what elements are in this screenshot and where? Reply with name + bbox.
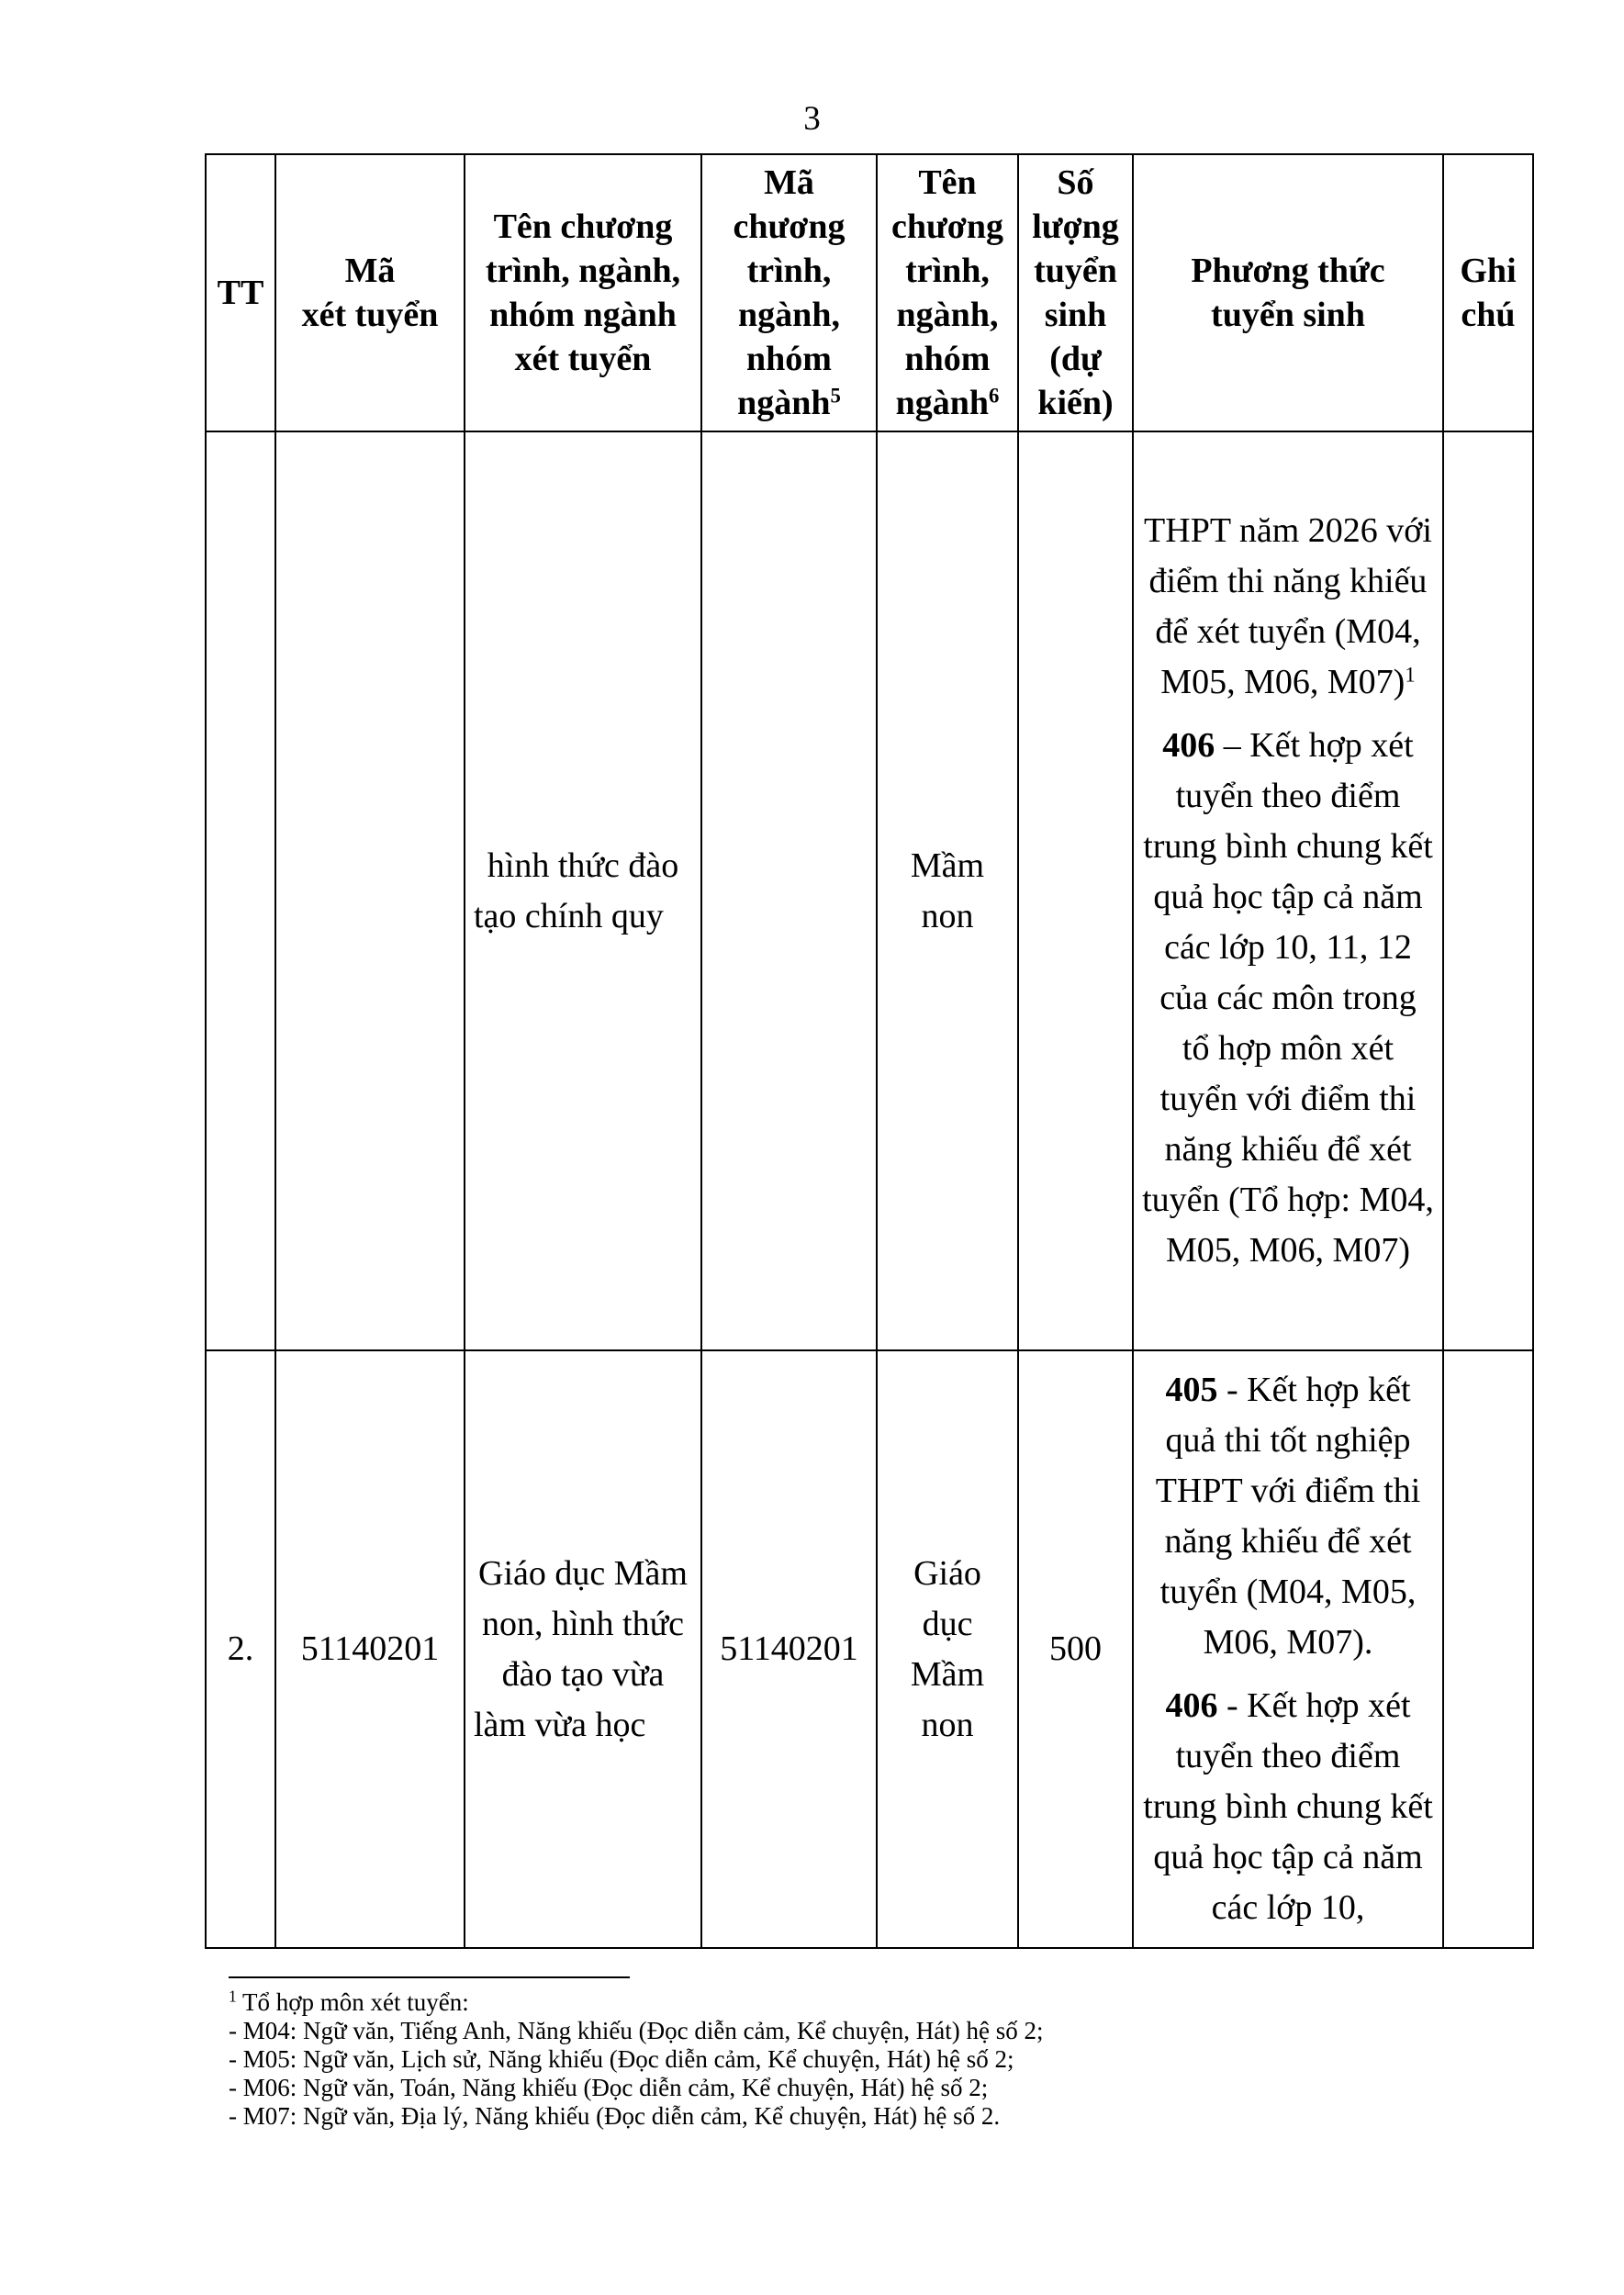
method-item: 406 - Kết hợp xét tuyển theo điểm trung bình chung kết quả học tập cả năm các lớp 10, [1143,1686,1433,1927]
method-item: 406 – Kết hợp xét tuyển theo điểm trung bình chung kết quả học tập cả năm các lớp 10, 11, 12 của các môn trong tổ hợp môn xét tuyển với điểm thi năng khiếu để xét tuyển (Tổ hợp: M04, M05, M06, M07) [1142,726,1434,1270]
cell-ten-nganh: Giáo dục Mầm non [877,1350,1018,1948]
header-so-luong: Số lượng tuyển sinh (dự kiến) [1018,154,1133,431]
method-item: 405 - Kết hợp kết quả thi tốt nghiệp THPT với điểm thi năng khiếu để xét tuyển (M04, M05, M06, M07). [1155,1371,1421,1662]
cell-tt: 2. [206,1350,275,1948]
cell-ten-nganh: Mầm non [877,431,1018,1350]
cell-ma-xet-tuyen: 51140201 [275,1350,465,1948]
header-ghi-chu: Ghi chú [1443,154,1533,431]
cell-so-luong: 500 [1018,1350,1133,1948]
cell-ma-xet-tuyen [275,431,465,1350]
cell-ten-chuong-trinh: Giáo dục Mầm non, hình thức đào tạo vừa làm vừa học [465,1350,701,1948]
cell-ma-chuong-trinh: 51140201 [701,1350,877,1948]
table-row [206,1350,1533,1948]
footnote-ref-5: 5 [830,384,841,408]
footnote-marker: 1 [229,1987,237,2006]
header-phuong-thuc: Phương thức tuyển sinh [1133,154,1443,431]
footnote-item: - M04: Ngữ văn, Tiếng Anh, Năng khiếu (Đọc diễn cảm, Kể chuyện, Hát) hệ số 2; [229,2017,1044,2044]
footnote-ref-6: 6 [989,384,1000,408]
method-code: 406 [1165,1686,1218,1725]
footnote-ref-1: 1 [1405,663,1416,687]
header-tt: TT [206,154,275,431]
cell-so-luong [1018,431,1133,1350]
cell-ghi-chu [1443,1350,1533,1948]
cell-tt [206,431,275,1350]
header-ma-chuong-trinh: Mã chương trình, ngành, nhóm ngành$^5$ [701,154,877,431]
cell-ten-chuong-trinh: hình thức đào tạo chính quy [465,431,701,1350]
footnote-title: $^1$ Tổ hợp môn xét tuyển: [229,1987,469,2016]
footnote-item: - M07: Ngữ văn, Địa lý, Năng khiếu (Đọc diễn cảm, Kể chuyện, Hát) hệ số 2. [229,2102,1001,2130]
footnotes [229,1988,1495,2131]
page-number: 3 [803,100,821,138]
footnote-separator [229,1976,630,1978]
cell-phuong-thuc [1133,431,1443,1350]
method-item: THPT năm 2026 với điểm thi năng khiếu để xét tuyển (M04, M05, M06, M07)$^1$ [1144,511,1432,701]
footnote-item: - M05: Ngữ văn, Lịch sử, Năng khiếu (Đọc diễn cảm, Kể chuyện, Hát) hệ số 2; [229,2045,1014,2073]
header-ten-chuong-trinh-nganh: Tên chương trình, ngành, nhóm ngành$^6$ [877,154,1018,431]
cell-phuong-thuc [1133,1350,1443,1948]
method-code: 406 [1162,726,1215,765]
method-code: 405 [1165,1371,1218,1409]
cell-ghi-chu [1443,431,1533,1350]
table-row [206,431,1533,1350]
header-row [206,154,1533,431]
header-ten-chuong-trinh: Tên chương trình, ngành, nhóm ngành xét tuyển [465,154,701,431]
header-ma-xet-tuyen: Mã xét tuyển [275,154,465,431]
cell-ma-chuong-trinh [701,431,877,1350]
footnote-item: - M06: Ngữ văn, Toán, Năng khiếu (Đọc diễn cảm, Kể chuyện, Hát) hệ số 2; [229,2074,989,2101]
admission-table [205,153,1534,1949]
